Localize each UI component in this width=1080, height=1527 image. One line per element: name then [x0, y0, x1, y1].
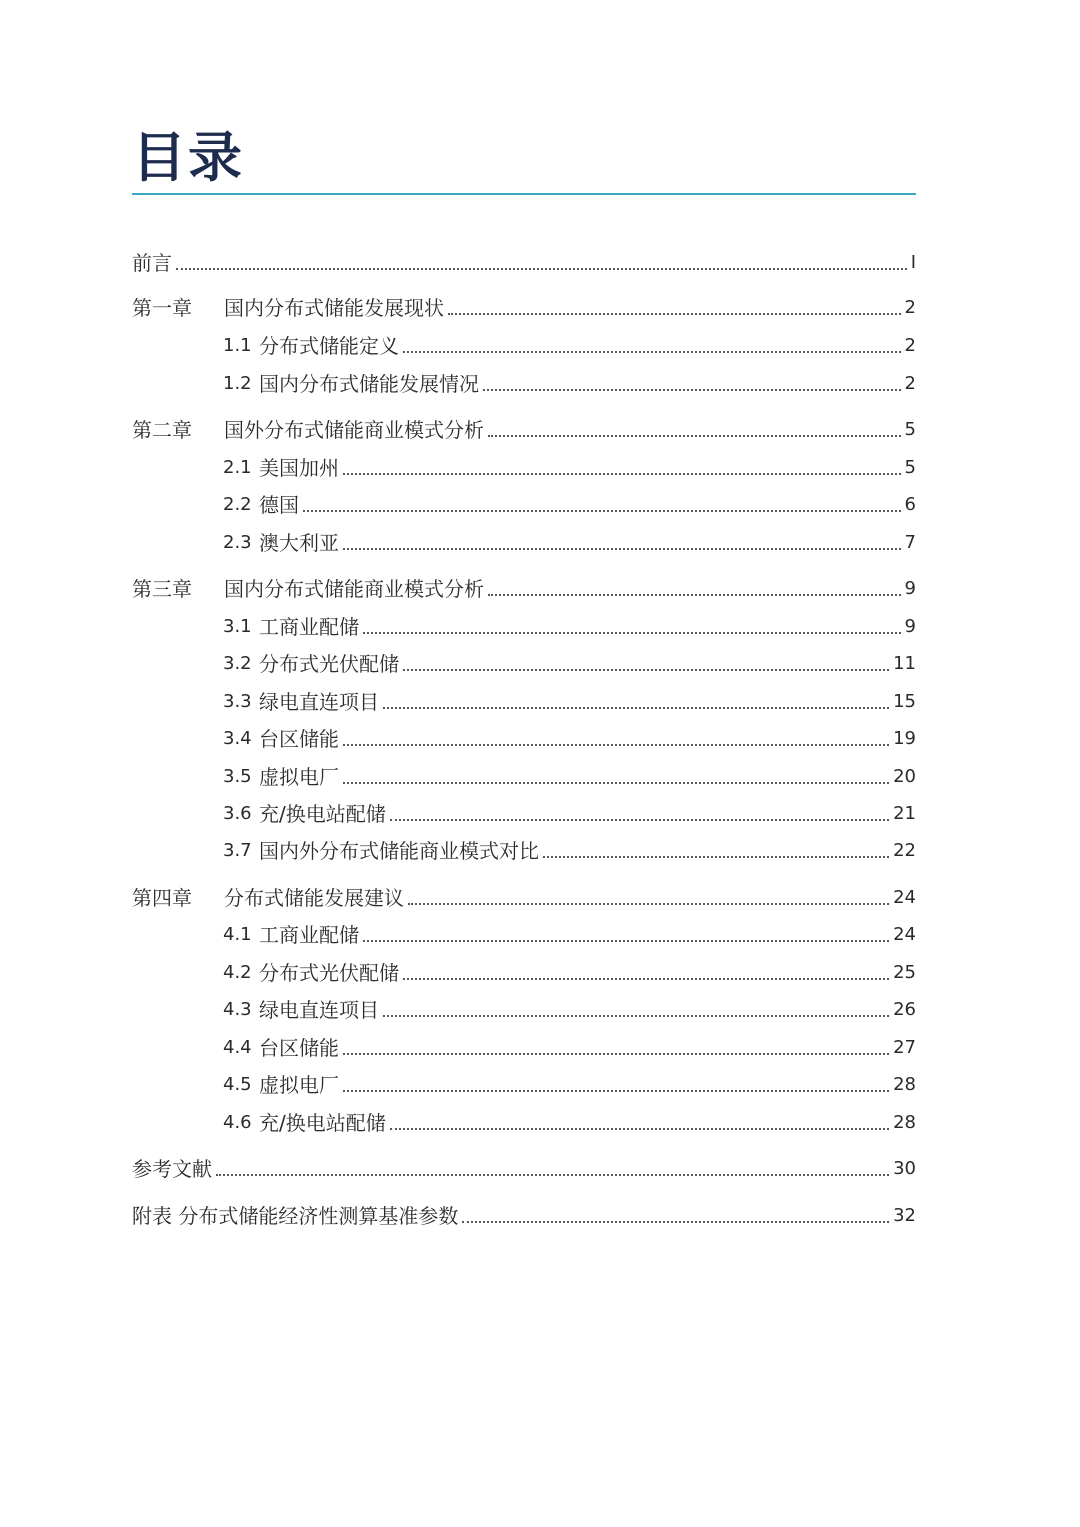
entry-title: 虚拟电厂: [259, 765, 339, 789]
toc-entry[interactable]: [223, 1068, 916, 1098]
page-number: 9: [904, 578, 916, 599]
toc-entry[interactable]: [223, 329, 916, 359]
entry-title: 国内分布式储能商业模式分析: [224, 577, 484, 601]
dot-leader: [462, 1220, 889, 1223]
page-number: 5: [904, 457, 916, 478]
dot-leader: [483, 388, 901, 391]
dot-leader: [383, 1014, 889, 1017]
page-number: 2: [904, 335, 916, 356]
toc-entry[interactable]: [132, 291, 916, 321]
toc-entry[interactable]: [223, 451, 916, 481]
page-number: 7: [904, 532, 916, 553]
toc-entry[interactable]: [132, 572, 916, 602]
dot-leader: [363, 939, 889, 942]
dot-leader: [390, 1127, 889, 1130]
page-number: 15: [893, 691, 916, 712]
entry-title: 附表 分布式储能经济性测算基准参数: [132, 1204, 459, 1228]
entry-title: 国内外分布式储能商业模式对比: [259, 839, 539, 863]
dot-leader: [408, 902, 889, 905]
entry-title: 绿电直连项目: [259, 690, 379, 714]
dot-leader: [343, 781, 889, 784]
entry-title: 分布式光伏配储: [259, 961, 399, 985]
dot-leader: [343, 1052, 889, 1055]
section-number: 4.3: [223, 999, 252, 1020]
toc-entry[interactable]: [223, 797, 916, 827]
chapter-number: 第二章: [132, 418, 192, 442]
toc-entry[interactable]: [223, 526, 916, 556]
title-divider: [132, 193, 916, 195]
dot-leader: [403, 350, 901, 353]
toc-entry[interactable]: [223, 834, 916, 864]
entry-title: 工商业配储: [259, 923, 359, 947]
page-number: 9: [904, 616, 916, 637]
entry-title: 国内分布式储能发展情况: [259, 372, 479, 396]
toc-entry[interactable]: [132, 246, 916, 276]
toc-entry[interactable]: [223, 685, 916, 715]
entry-title: 分布式储能定义: [259, 334, 399, 358]
dot-leader: [176, 267, 907, 270]
section-number: 4.5: [223, 1074, 252, 1095]
toc-entry[interactable]: [223, 610, 916, 640]
section-number: 4.4: [223, 1037, 252, 1058]
dot-leader: [343, 547, 901, 550]
dot-leader: [488, 593, 901, 596]
section-number: 3.3: [223, 691, 252, 712]
entry-title: 国内分布式储能发展现状: [224, 296, 444, 320]
dot-leader: [543, 855, 889, 858]
dot-leader: [383, 706, 889, 709]
dot-leader: [363, 631, 901, 634]
section-number: 3.4: [223, 728, 252, 749]
entry-title: 分布式光伏配储: [259, 652, 399, 676]
dot-leader: [343, 472, 901, 475]
dot-leader: [343, 743, 889, 746]
section-number: 4.2: [223, 962, 252, 983]
page-number: 21: [893, 803, 916, 824]
entry-title: 国外分布式储能商业模式分析: [224, 418, 484, 442]
toc-entry[interactable]: [223, 367, 916, 397]
toc-entry[interactable]: [223, 760, 916, 790]
toc-entry[interactable]: [223, 488, 916, 518]
toc-entry[interactable]: [132, 413, 916, 443]
entry-title: 前言: [132, 251, 172, 275]
page-number: 32: [893, 1205, 916, 1226]
entry-title: 参考文献: [132, 1157, 212, 1181]
page-number: 19: [893, 728, 916, 749]
entry-title: 充/换电站配储: [259, 802, 386, 826]
page-number: 25: [893, 962, 916, 983]
page-number: 2: [904, 373, 916, 394]
section-number: 3.1: [223, 616, 252, 637]
toc-entry[interactable]: [223, 993, 916, 1023]
page-title: 目录: [132, 126, 244, 189]
toc-entry[interactable]: [132, 1199, 916, 1229]
section-number: 2.2: [223, 494, 252, 515]
section-number: 3.6: [223, 803, 252, 824]
entry-title: 台区储能: [259, 727, 339, 751]
page-number: 20: [893, 766, 916, 787]
entry-title: 虚拟电厂: [259, 1073, 339, 1097]
dot-leader: [303, 509, 901, 512]
page-number: 28: [893, 1074, 916, 1095]
dot-leader: [403, 977, 889, 980]
chapter-number: 第一章: [132, 296, 192, 320]
toc-entry[interactable]: [223, 956, 916, 986]
section-number: 3.7: [223, 840, 252, 861]
page-number: 30: [893, 1158, 916, 1179]
section-number: 2.3: [223, 532, 252, 553]
toc-entry[interactable]: [223, 918, 916, 948]
entry-title: 德国: [259, 493, 299, 517]
page-number: 6: [904, 494, 916, 515]
toc-entry[interactable]: [223, 722, 916, 752]
toc-entry[interactable]: [223, 1106, 916, 1136]
section-number: 3.5: [223, 766, 252, 787]
page-number: 2: [904, 297, 916, 318]
entry-title: 美国加州: [259, 456, 339, 480]
entry-title: 澳大利亚: [259, 531, 339, 555]
dot-leader: [390, 818, 889, 821]
dot-leader: [488, 434, 901, 437]
toc-entry[interactable]: [223, 647, 916, 677]
dot-leader: [403, 668, 889, 671]
chapter-number: 第四章: [132, 886, 192, 910]
page-number: 24: [893, 924, 916, 945]
page-number: 28: [893, 1112, 916, 1133]
page-number: 24: [893, 887, 916, 908]
dot-leader: [216, 1173, 889, 1176]
dot-leader: [343, 1089, 889, 1092]
section-number: 1.2: [223, 373, 252, 394]
page-number: I: [910, 252, 916, 273]
section-number: 3.2: [223, 653, 252, 674]
page-number: 27: [893, 1037, 916, 1058]
page-number: 5: [904, 419, 916, 440]
section-number: 4.1: [223, 924, 252, 945]
toc-entry[interactable]: [223, 1031, 916, 1061]
dot-leader: [448, 312, 901, 315]
page-number: 11: [893, 653, 916, 674]
entry-title: 台区储能: [259, 1036, 339, 1060]
entry-title: 充/换电站配储: [259, 1111, 386, 1135]
section-number: 1.1: [223, 335, 252, 356]
page-number: 22: [893, 840, 916, 861]
entry-title: 绿电直连项目: [259, 998, 379, 1022]
section-number: 4.6: [223, 1112, 252, 1133]
entry-title: 工商业配储: [259, 615, 359, 639]
section-number: 2.1: [223, 457, 252, 478]
chapter-number: 第三章: [132, 577, 192, 601]
toc-entry[interactable]: [132, 881, 916, 911]
toc-entry[interactable]: [132, 1152, 916, 1182]
page-number: 26: [893, 999, 916, 1020]
entry-title: 分布式储能发展建议: [224, 886, 404, 910]
